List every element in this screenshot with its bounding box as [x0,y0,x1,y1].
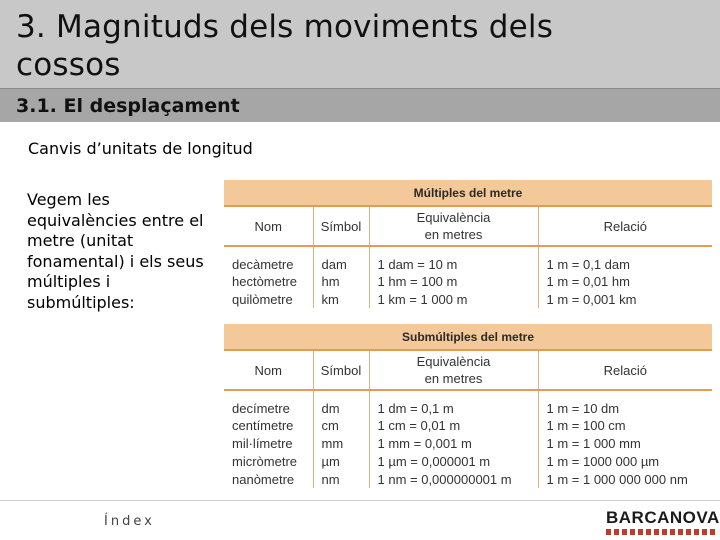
column-header-relation: Relació [538,206,712,246]
cell-equivalence: 1 dm = 0,1 m [369,390,538,416]
table-row [224,452,712,470]
table-header-row [224,350,712,390]
subtitle-bar [0,88,720,122]
cell-relation: 1 m = 0,01 hm [546,273,630,289]
table-row [224,416,712,434]
table-row [224,290,712,308]
cell-symbol: km [313,290,369,308]
cell-symbol: mm [313,434,369,452]
cell-relation: 1 m = 1 000 000 000 nm [546,471,688,487]
cell-equivalence: 1 hm = 100 m [369,272,538,290]
table-row [224,246,712,272]
cell-relation: 1 m = 0,1 dam [546,257,630,272]
cell-symbol: cm [313,416,369,434]
column-header-symbol: Símbol [313,350,369,390]
cell-name: mil·límetre [224,434,313,452]
publisher-logo [606,508,718,538]
column-header-name: Nom [224,350,313,390]
cell-name: decàmetre [224,246,313,272]
cell-name: hectòmetre [224,272,313,290]
cell-equivalence: 1 dam = 10 m [369,246,538,272]
submultiples-table [224,324,712,488]
cell-equivalence: 1 µm = 0,000001 m [369,452,538,470]
page-title: 3. Magnituds dels moviments dels cossos [16,9,554,83]
title-bar [0,0,720,88]
column-header-equivalence: Equivalència en metres [369,350,538,390]
cell-symbol: hm [313,272,369,290]
table-caption: Submúltiples del metre [224,324,712,350]
cell-relation: 1 m = 1000 000 µm [546,453,660,469]
logo-stripe [606,529,718,535]
section-title: 3.1. El desplaçament [16,95,240,117]
cell-equivalence: 1 nm = 0,000000001 m [369,470,538,488]
multiples-table [224,180,712,308]
cell-name: decímetre [224,390,313,416]
cell-equivalence: 1 mm = 0,001 m [369,434,538,452]
table-header-row [224,206,712,246]
content-heading: Canvis d’unitats de longitud [28,139,253,158]
table-caption: Múltiples del metre [224,180,712,206]
column-header-name: Nom [224,206,313,246]
column-header-relation: Relació [538,350,712,390]
cell-relation: 1 m = 10 dm [546,401,620,416]
cell-name: micròmetre [224,452,313,470]
intro-text: Vegem les equivalències entre el metre (unitat fonamental) i els seus múltiples i submúltiples: [27,190,204,312]
cell-relation: 1 m = 0,001 km [546,291,637,307]
table-row [224,434,712,452]
index-link[interactable]: Índex [104,514,155,529]
cell-name: quilòmetre [224,290,313,308]
cell-relation: 1 m = 100 cm [546,417,626,433]
cell-symbol: µm [313,452,369,470]
column-header-symbol: Símbol [313,206,369,246]
footer-divider [0,500,720,501]
table-row [224,470,712,488]
cell-symbol: dam [313,246,369,272]
cell-equivalence: 1 km = 1 000 m [369,290,538,308]
cell-name: centímetre [224,416,313,434]
logo-text: BARCANOVA [606,508,720,527]
cell-symbol: dm [313,390,369,416]
cell-symbol: nm [313,470,369,488]
cell-equivalence: 1 cm = 0,01 m [369,416,538,434]
cell-name: nanòmetre [224,470,313,488]
table-row [224,390,712,416]
cell-relation: 1 m = 1 000 mm [546,435,641,451]
table-row [224,272,712,290]
column-header-equivalence: Equivalència en metres [369,206,538,246]
